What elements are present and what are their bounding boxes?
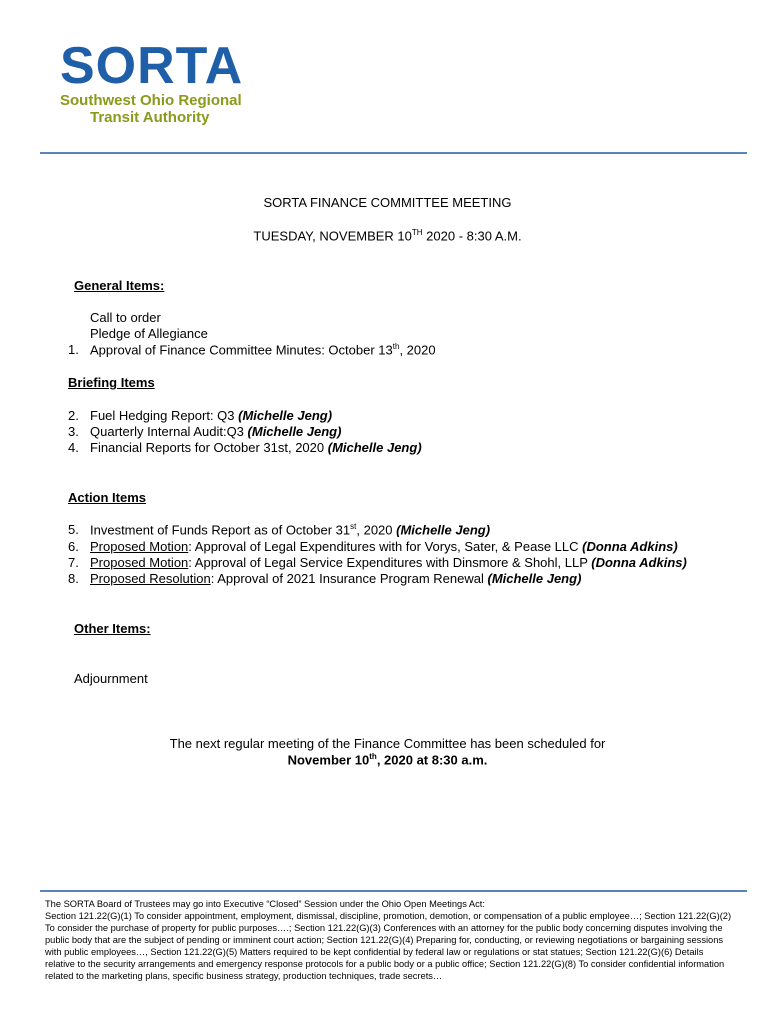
- presenter: (Michelle Jeng): [396, 522, 491, 538]
- presenter: (Michelle Jeng): [247, 424, 342, 439]
- footer-detail: Section 121.22(G)(1) To consider appointment, employment, dismissal, discipline, promotion, demotion, or compensation of a public employee…; Section 121.22(G)(2) To consider the purchase of property for public purposes….; Section 121.22(G)(3) Conferences with an attorney for the public body concerning disputes involving the public body that are the subject of pending or imminent court action; Section 121.22(G)(4) Preparing for, conducting, or reviewing negotiations or bargaining sessions with public employees…, Section 121.22(G)(5) Matters required to be kept confidential by federal law or regulations or stat statues; Section 121.22(G)(6) Details relative to the security arrangements and emergency response protocols for a public body or a public office; Section 121.22(G)(8) To consider confidential information related to the marketing plans, specific business strategy, production techniques, trade secrets…: [45, 911, 732, 981]
- item-text: Fuel Hedging Report: Q3: [90, 408, 239, 423]
- agenda-item-1: [90, 342, 436, 357]
- pledge-of-allegiance: Pledge of Allegiance: [90, 326, 208, 341]
- logo-subtitle-line2: Transit Authority: [90, 109, 210, 126]
- item-number: 8.: [68, 571, 79, 586]
- item-sup: th: [392, 342, 400, 351]
- proposed-motion-link[interactable]: Proposed Motion: [90, 539, 189, 554]
- item-number: 4.: [68, 440, 79, 455]
- legal-footer: [45, 898, 735, 982]
- action-items-heading: Action Items: [68, 490, 147, 505]
- presenter: (Donna Adkins): [582, 539, 678, 554]
- presenter: (Michelle Jeng): [238, 408, 333, 423]
- item-text: : Approval of 2021 Insurance Program Renewal: [210, 571, 488, 586]
- agenda-item-4: [90, 440, 422, 455]
- item-sup: st: [350, 522, 357, 531]
- logo-wordmark: SORTA: [60, 37, 244, 95]
- item-text: Approval of Finance Committee Minutes: October 13: [90, 342, 393, 358]
- logo-subtitle-line1: Southwest Ohio Regional: [60, 92, 242, 109]
- next-meeting-sup: th: [369, 752, 377, 761]
- agenda-item-8: [90, 571, 581, 586]
- proposed-motion-link[interactable]: Proposed Motion: [90, 555, 189, 570]
- briefing-items-heading: Briefing Items: [68, 375, 155, 390]
- general-items-heading: General Items:: [74, 278, 165, 293]
- item-number: 3.: [68, 424, 79, 439]
- next-meeting-line1: The next regular meeting of the Finance Committee has been scheduled for: [169, 736, 606, 751]
- meeting-date: [0, 228, 770, 243]
- item-number: 6.: [68, 539, 79, 554]
- footer-divider: [40, 890, 747, 892]
- agenda-item-7: [90, 555, 687, 570]
- date-suffix: 2020 - 8:30 A.M.: [422, 228, 522, 244]
- item-number: 2.: [68, 408, 79, 423]
- item-number: 7.: [68, 555, 79, 570]
- header-divider: [40, 152, 747, 154]
- item-text: Quarterly Internal Audit:Q3: [90, 424, 248, 439]
- presenter: (Donna Adkins): [591, 555, 687, 570]
- presenter: (Michelle Jeng): [487, 571, 582, 586]
- agenda-item-3: [90, 424, 341, 439]
- next-meeting-line2: [0, 752, 770, 767]
- next-meeting-date: November 10: [287, 752, 370, 768]
- call-to-order: Call to order: [90, 310, 161, 325]
- agenda-item-6: [90, 539, 678, 554]
- date-prefix: TUESDAY, NOVEMBER 10: [253, 228, 412, 244]
- meeting-title: SORTA FINANCE COMMITTEE MEETING: [263, 195, 512, 210]
- item-end: , 2020: [399, 342, 436, 358]
- adjournment: Adjournment: [74, 671, 148, 686]
- agenda-item-2: [90, 408, 332, 423]
- item-text: : Approval of Legal Service Expenditures with Dinsmore & Shohl, LLP: [188, 555, 592, 570]
- item-text: : Approval of Legal Expenditures with for Vorys, Sater, & Pease LLC: [188, 539, 583, 554]
- next-meeting-time: , 2020 at 8:30 a.m.: [376, 752, 488, 768]
- proposed-resolution-link[interactable]: Proposed Resolution: [90, 571, 211, 586]
- other-items-heading: Other Items:: [74, 621, 151, 636]
- item-text: Investment of Funds Report as of October 31: [90, 522, 351, 538]
- presenter: (Michelle Jeng): [327, 440, 422, 455]
- item-number: 5.: [68, 522, 79, 537]
- item-number: 1.: [68, 342, 79, 357]
- date-sup: TH: [411, 228, 423, 237]
- item-text: Financial Reports for October 31st, 2020: [90, 440, 328, 455]
- item-end: , 2020: [356, 522, 397, 538]
- agenda-item-5: [90, 522, 490, 537]
- footer-intro: The SORTA Board of Trustees may go into Executive “Closed” Session under the Ohio Open Meetings Act:: [45, 899, 485, 909]
- sorta-logo: [60, 37, 244, 126]
